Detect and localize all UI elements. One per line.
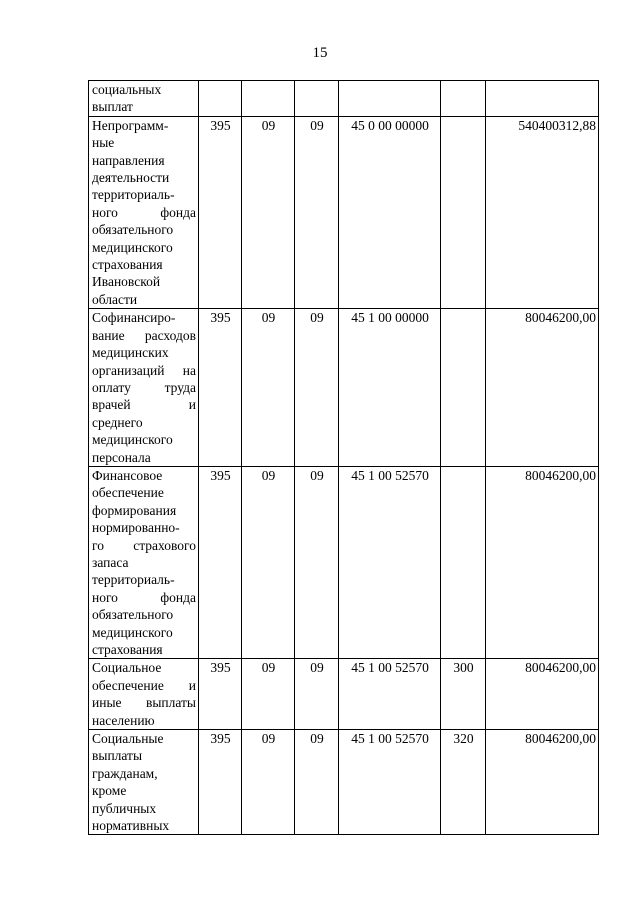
item-name-word: выплаты bbox=[145, 695, 196, 711]
item-name-line: обязательного bbox=[92, 222, 174, 238]
item-name-line: формирования bbox=[92, 502, 177, 518]
item-name-word: расходов bbox=[144, 327, 196, 343]
item-name-line: направления bbox=[92, 152, 165, 168]
expense-type-cell bbox=[441, 116, 486, 308]
admin-code-cell: 395 bbox=[199, 730, 242, 835]
subsection-code-cell: 09 bbox=[295, 309, 339, 467]
item-name-line: населению bbox=[92, 712, 155, 728]
item-name-line: Социальное bbox=[92, 660, 162, 676]
item-name-line: запаса bbox=[92, 554, 129, 570]
amount-cell bbox=[486, 81, 599, 117]
item-name-line: Ивановской bbox=[92, 274, 161, 290]
item-name-word: го bbox=[92, 537, 104, 553]
admin-code-cell: 395 bbox=[199, 116, 242, 308]
expense-type-cell: 320 bbox=[441, 730, 486, 835]
page-number: 15 bbox=[312, 45, 328, 61]
item-name-line: персонала bbox=[92, 449, 151, 465]
item-name-line bbox=[92, 396, 196, 413]
item-name-word: организаций bbox=[92, 362, 165, 378]
item-name-word: ного bbox=[92, 589, 118, 605]
item-name-line bbox=[92, 694, 196, 711]
item-name-word: вание bbox=[92, 327, 125, 343]
amount-cell: 540400312,88 bbox=[486, 116, 599, 308]
item-name-line bbox=[92, 327, 196, 344]
item-name-line: гражданам, bbox=[92, 765, 158, 781]
item-name-word: труда bbox=[164, 379, 196, 395]
item-name-line: медицинского bbox=[92, 624, 173, 640]
subsection-code-cell: 09 bbox=[295, 116, 339, 308]
amount-cell: 80046200,00 bbox=[486, 466, 599, 658]
item-name-cell bbox=[89, 81, 199, 117]
item-name-line: медицинских bbox=[92, 345, 169, 361]
item-name-line bbox=[92, 379, 196, 396]
item-name-line: среднего bbox=[92, 414, 143, 430]
item-name-line: страхования bbox=[92, 257, 163, 273]
item-name-line: страхования bbox=[92, 642, 163, 657]
expense-type-cell bbox=[441, 466, 486, 658]
target-article-cell: 45 1 00 52570 bbox=[339, 730, 441, 835]
admin-code-cell: 395 bbox=[199, 309, 242, 467]
amount-cell: 80046200,00 bbox=[486, 659, 599, 730]
item-name-line: обязательного bbox=[92, 607, 174, 623]
item-name-word: и bbox=[188, 397, 196, 413]
item-name-cell bbox=[89, 466, 199, 658]
item-name-line: Социальные bbox=[92, 731, 164, 747]
item-name-line: Непрограмм- bbox=[92, 117, 169, 133]
item-name-line: области bbox=[92, 291, 138, 307]
amount-cell: 80046200,00 bbox=[486, 730, 599, 835]
item-name-cell bbox=[89, 730, 199, 835]
item-name-line bbox=[92, 204, 196, 221]
subsection-code-cell bbox=[295, 81, 339, 117]
admin-code-cell: 395 bbox=[199, 659, 242, 730]
table-row bbox=[89, 81, 599, 117]
item-name-line: выплат bbox=[92, 99, 133, 115]
item-name-line: медицинского bbox=[92, 432, 173, 448]
budget-table-body bbox=[89, 81, 599, 835]
amount-cell: 80046200,00 bbox=[486, 309, 599, 467]
expense-type-cell: 300 bbox=[441, 659, 486, 730]
target-article-cell: 45 1 00 00000 bbox=[339, 309, 441, 467]
target-article-cell: 45 1 00 52570 bbox=[339, 659, 441, 730]
item-name-word: страхового bbox=[133, 537, 196, 553]
table-row bbox=[89, 309, 599, 467]
item-name-line: Финансовое bbox=[92, 467, 163, 483]
expense-type-cell bbox=[441, 81, 486, 117]
item-name-line: нормативных bbox=[92, 818, 170, 834]
item-name-line: деятельности bbox=[92, 170, 170, 186]
target-article-cell: 45 0 00 00000 bbox=[339, 116, 441, 308]
item-name-cell bbox=[89, 659, 199, 730]
item-name-line: нормированно- bbox=[92, 520, 180, 536]
subsection-code-cell: 09 bbox=[295, 466, 339, 658]
item-name-line bbox=[92, 537, 196, 554]
item-name-line: публичных bbox=[92, 800, 157, 816]
table-row bbox=[89, 730, 599, 835]
item-name-line: кроме bbox=[92, 783, 127, 799]
subsection-code-cell: 09 bbox=[295, 659, 339, 730]
table-row bbox=[89, 466, 599, 658]
expense-type-cell bbox=[441, 309, 486, 467]
item-name-word: фонда bbox=[160, 204, 196, 220]
item-name-word: обеспечение bbox=[92, 677, 164, 693]
item-name-line: территориаль- bbox=[92, 187, 175, 203]
item-name-line: ные bbox=[92, 135, 115, 151]
item-name-word: и bbox=[188, 677, 196, 693]
admin-code-cell: 395 bbox=[199, 466, 242, 658]
budget-table bbox=[88, 80, 599, 835]
item-name-line: выплаты bbox=[92, 748, 143, 764]
section-code-cell: 09 bbox=[242, 309, 295, 467]
section-code-cell: 09 bbox=[242, 116, 295, 308]
item-name-cell bbox=[89, 309, 199, 467]
item-name-word: оплату bbox=[92, 379, 131, 395]
item-name-word: на bbox=[182, 362, 196, 378]
item-name-line bbox=[92, 589, 196, 606]
subsection-code-cell: 09 bbox=[295, 730, 339, 835]
item-name-cell bbox=[89, 116, 199, 308]
section-code-cell: 09 bbox=[242, 730, 295, 835]
target-article-cell bbox=[339, 81, 441, 117]
item-name-word: ного bbox=[92, 204, 118, 220]
section-code-cell bbox=[242, 81, 295, 117]
item-name-line: обеспечение bbox=[92, 485, 164, 501]
table-row bbox=[89, 659, 599, 730]
section-code-cell: 09 bbox=[242, 466, 295, 658]
section-code-cell: 09 bbox=[242, 659, 295, 730]
item-name-line: медицинского bbox=[92, 239, 173, 255]
target-article-cell: 45 1 00 52570 bbox=[339, 466, 441, 658]
admin-code-cell bbox=[199, 81, 242, 117]
item-name-line bbox=[92, 677, 196, 694]
item-name-word: врачей bbox=[92, 397, 131, 413]
item-name-line bbox=[92, 362, 196, 379]
item-name-word: фонда bbox=[160, 589, 196, 605]
item-name-line: Софинансиро- bbox=[92, 310, 176, 326]
item-name-line: территориаль- bbox=[92, 572, 175, 588]
table-row bbox=[89, 116, 599, 308]
item-name-word: иные bbox=[92, 695, 122, 711]
item-name-line: социальных bbox=[92, 82, 162, 97]
